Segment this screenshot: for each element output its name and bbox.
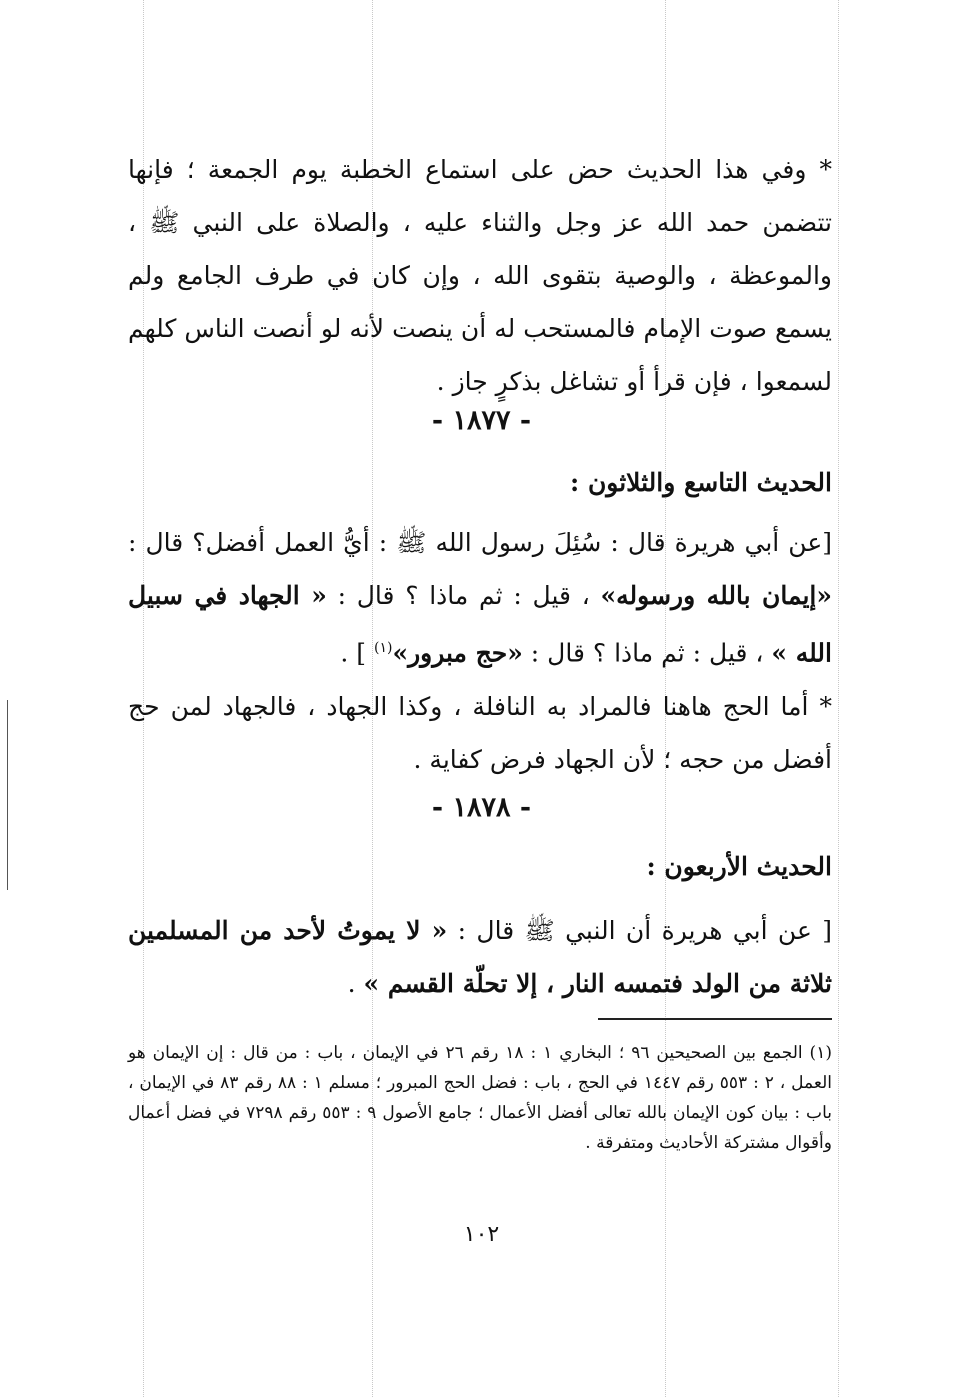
hadith-number-1877: - ١٨٧٧ -	[431, 405, 532, 436]
hadith-paragraph	[128, 904, 832, 1010]
hadith-text-1	[128, 516, 832, 679]
paragraph-text: * وفي هذا الحديث حض على استماع الخطبة يوم الجمعة ؛ فإنها تتضمن حمد الله عز وجل والثناء عليه ، والصلاة على النبي ﷺ ، والموعظة ، والوصية بتقوى الله ، وإن كان في طرف الجامع ولم يسمع صوت الإمام فالمستحب له أن ينصت لأنه لو أنصت الناس كلهم لسمعوا ، فإن قرأ أو تشاغل بذكرٍ جاز .	[128, 155, 832, 396]
footnote-separator	[598, 1018, 832, 1020]
hadith-text-part: ، قيل : ثم ماذا ؟ قال :	[326, 581, 601, 610]
hadith-heading: الحديث الأربعون :	[646, 852, 832, 881]
hadith-text-part: .	[347, 969, 364, 998]
commentary-paragraph-2	[128, 680, 832, 786]
hadith-quote-faith: «إيمان بالله ورسوله»	[600, 581, 832, 610]
guide-line-right	[838, 0, 839, 1397]
footnote-block	[128, 1038, 832, 1158]
commentary-paragraph-1	[128, 143, 832, 408]
hadith-heading: الحديث التاسع والثلاثون :	[570, 468, 832, 497]
paragraph-text: * أما الحج هاهنا فالمراد به النافلة ، وكذا الجهاد ، فالجهاد لمن حج أفضل من حجه ؛ لأن الجهاد فرض كفاية .	[128, 692, 832, 774]
hadith-text-part: [عن أبي هريرة قال : سُئِلَ رسول الله ﷺ : أيُّ العمل أفضل؟ قال :	[128, 528, 832, 557]
heading-39	[128, 456, 832, 509]
hadith-text-part: ] .	[340, 638, 374, 668]
hadith-quote-hajj: «حج مبرور»	[392, 638, 523, 668]
page-number: ١٠٢	[463, 1222, 500, 1247]
footnote-marker: (١)	[373, 640, 393, 656]
heading-40	[128, 840, 832, 893]
hadith-text-part: [ عن أبي هريرة أن النبي ﷺ قال :	[447, 916, 832, 945]
hadith-number-1878: - ١٨٧٨ -	[431, 792, 532, 823]
hadith-quote-jihad: « الجهاد في سبيل الله »	[128, 581, 832, 668]
footnote-text: (١) الجمع بين الصحيحين ٩٦ ؛ البخاري ١ : ١٨ رقم ٢٦ في الإيمان ، باب : من قال : إن الإيمان هو العمل ، ٢ : ٥٥٣ رقم ١٤٤٧ في الحج ، باب : فضل الحج المبرور ؛ مسلم ١ : ٨٨ رقم ٨٣ في الإيمان ، باب : بيان كون الإيمان بالله تعالى أفضل الأعمال ؛ جامع الأصول ٩ : ٥٥٣ رقم ٧٢٩٨ في فضل أعمال وأقوال مشتركة الأحاديث ومتفرقة .	[128, 1043, 832, 1153]
hadith-text-2	[128, 904, 832, 1010]
hadith-text-part: ، قيل : ثم ماذا ؟ قال :	[522, 638, 772, 668]
hadith-quote: « لا يموتُ لأحد من المسلمين ثلاثة من الولد فتمسه النار ، إلا تحلّة القسم »	[128, 916, 832, 998]
hadith-paragraph	[128, 516, 832, 679]
